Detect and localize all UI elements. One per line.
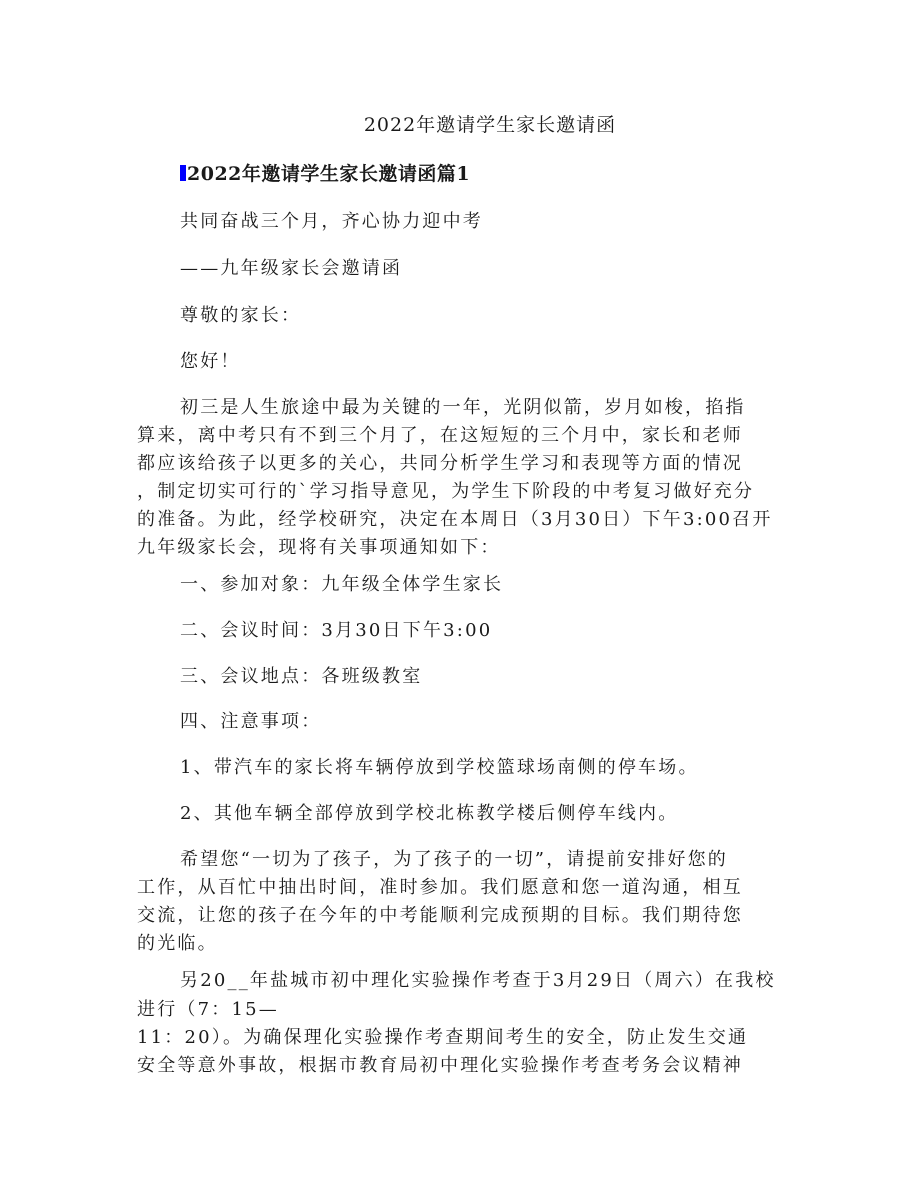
heading-marker — [180, 165, 186, 181]
intro-line: 初三是人生旅途中最为关键的一年，光阴似箭，岁月如梭，掐指 — [180, 397, 746, 418]
extra-line: 安全等意外事故，根据市教育局初中理化实验操作考查考务会议精神 — [137, 1055, 743, 1076]
document-title: 2022年邀请学生家长邀请函 — [363, 114, 617, 136]
intro-line: 的准备。为此，经学校研究，决定在本周日（3月30日）下午3:00召开 — [137, 509, 773, 530]
intro-line: 都应该给孩子以更多的关心，共同分析学生学习和表现等方面的情况 — [137, 453, 743, 474]
item-meeting-place: 三、会议地点：各班级教室 — [180, 666, 423, 687]
note-car-parking: 1、带汽车的家长将车辆停放到学校篮球场南侧的停车场。 — [180, 757, 699, 778]
section-heading — [180, 159, 470, 186]
salutation-line: 尊敬的家长： — [180, 305, 302, 326]
section-heading-text: 2022年邀请学生家长邀请函篇1 — [187, 163, 471, 185]
hope-line: 的光临。 — [137, 933, 218, 954]
intro-line: 九年级家长会，现将有关事项通知如下： — [137, 537, 501, 558]
item-notes: 四、注意事项： — [180, 711, 322, 732]
hope-line: 交流，让您的孩子在今年的中考能顺利完成预期的目标。我们期待您 — [137, 905, 743, 926]
item-participants: 一、参加对象：九年级全体学生家长 — [180, 574, 504, 595]
note-other-vehicles: 2、其他车辆全部停放到学校北栋教学楼后侧停车线内。 — [180, 803, 679, 824]
intro-line: ，制定切实可行的`学习指导意见，为学生下阶段的中考复习做好充分 — [137, 481, 755, 502]
slogan-line: 共同奋战三个月，齐心协力迎中考 — [180, 211, 483, 232]
greeting-line: 您好！ — [180, 351, 241, 372]
extra-line: 11：20）。为确保理化实验操作考查期间考生的安全，防止发生交通 — [137, 1027, 749, 1048]
subtitle-line: ——九年级家长会邀请函 — [180, 258, 403, 279]
extra-line: 进行（7：15— — [137, 999, 279, 1020]
hope-line: 希望您“一切为了孩子，为了孩子的一切”，请提前安排好您的 — [180, 849, 729, 870]
intro-line: 算来，离中考只有不到三个月了，在这短短的三个月中，家长和老师 — [137, 425, 743, 446]
extra-line: 另20__年盐城市初中理化实验操作考查于3月29日（周六）在我校 — [180, 970, 776, 991]
hope-line: 工作，从百忙中抽出时间，准时参加。我们愿意和您一道沟通，相互 — [137, 877, 743, 898]
item-meeting-time: 二、会议时间：3月30日下午3:00 — [180, 620, 493, 641]
